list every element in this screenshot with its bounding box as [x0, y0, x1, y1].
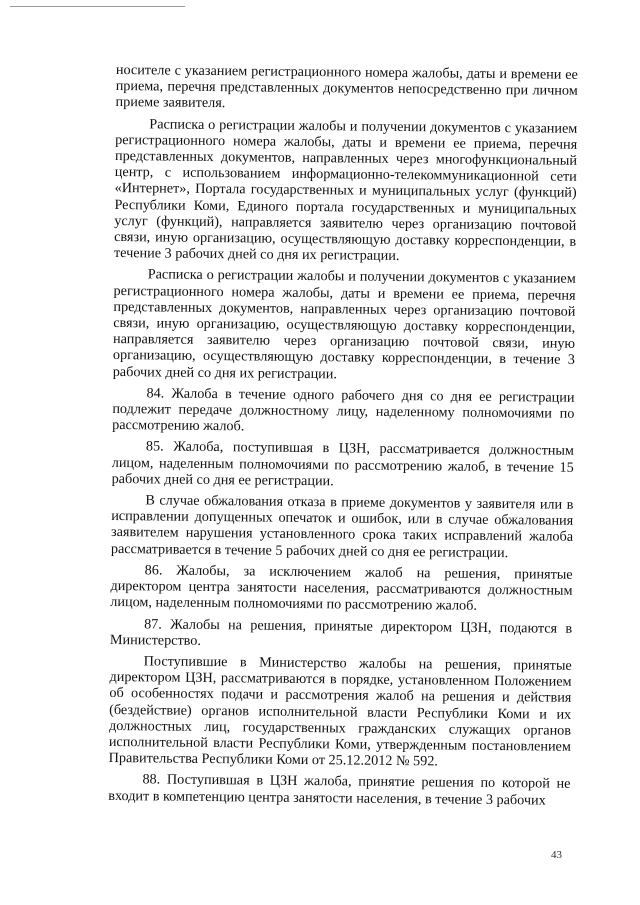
paragraph-refusal-appeal: В случае обжалования отказа в приеме документов у заявителя или в исправлении допущенных опечаток и ошибок, или в случае обжалования заявителем нарушения установленного срока таких исправлений жалоба рассматривается в течение 5 рабочих дней со дня ее регистрации. — [110, 492, 574, 561]
document-page — [108, 62, 578, 809]
paragraph-88: 88. Поступившая в ЦЗН жалоба, принятие решения по которой не входит в компетенцию центра занятости населения, в течение 3 рабочих — [108, 771, 571, 809]
paragraph-84: 84. Жалоба в течение одного рабочего дня со дня ее регистрации подлежит передаче должностному лицу, наделенному полномочиями по рассмотрению жалоб. — [112, 385, 575, 435]
paragraph-continuation: носителе с указанием регистрационного номера жалобы, даты и времени ее приема, перечня представленных документов непосредственно при личном приеме заявителя. — [115, 62, 578, 112]
paragraph-receipt-post: Расписка о регистрации жалобы и получении документов с указанием регистрационного номера жалобы, даты и времени ее приема, перечня представленных документов, направленных через организацию почтовой связи, иную организацию, осуществляющую доставку корреспонденции, направляется заявителю через организацию почтовой связи, иную организацию, осуществляющую доставку корреспонденции, в течение 3 рабочих дней со дня их регистрации. — [112, 266, 576, 382]
paragraph-85: 85. Жалоба, поступившая в ЦЗН, рассматривается должностным лицом, наделенным полномочиями по рассмотрению жалоб, в течение 15 рабочих дней со дня ее регистрации. — [111, 438, 575, 490]
paragraph-87: 87. Жалобы на решения, принятые директором ЦЗН, подаются в Министерство. — [109, 615, 573, 649]
paragraph-ministry-review: Поступившие в Министерство жалобы на решения, принятые директором ЦЗН, рассматриваются в порядке, установленном Положением об особенностях подачи и рассмотрения жалоб на решения и действия (бездействие) органов исполнительной власти Республики Коми и их должностных лиц, государственных гражданских служащих органов исполнительной власти Республики Коми, утвержденным постановлением Правительства Республики Коми от 25.12.2012 № 592. — [108, 653, 572, 770]
scan-artifact-line — [10, 6, 185, 7]
page-number: 43 — [551, 849, 562, 861]
paragraph-86: 86. Жалобы, за исключением жалоб на решения, принятые директором центра занятости населения, рассматриваются должностным лицом, наделенным полномочиями по рассмотрению жалоб. — [110, 562, 573, 615]
paragraph-receipt-mfc: Расписка о регистрации жалобы и получении документов с указанием регистрационного номера жалобы, даты и времени ее приема, перечня представленных документов, направленных через многофункциональный центр, с использованием информационно-телекоммуникационной сети «Интернет», Портала государственных и муниципальных услуг (функций) Республики Коми, Единого портала государственных и муниципальных услуг (функций), направляется заявителю через организацию почтовой связи, иную организацию, осуществляющую доставку корреспонденции, в течение 3 рабочих дней со дня их регистрации. — [113, 115, 578, 265]
